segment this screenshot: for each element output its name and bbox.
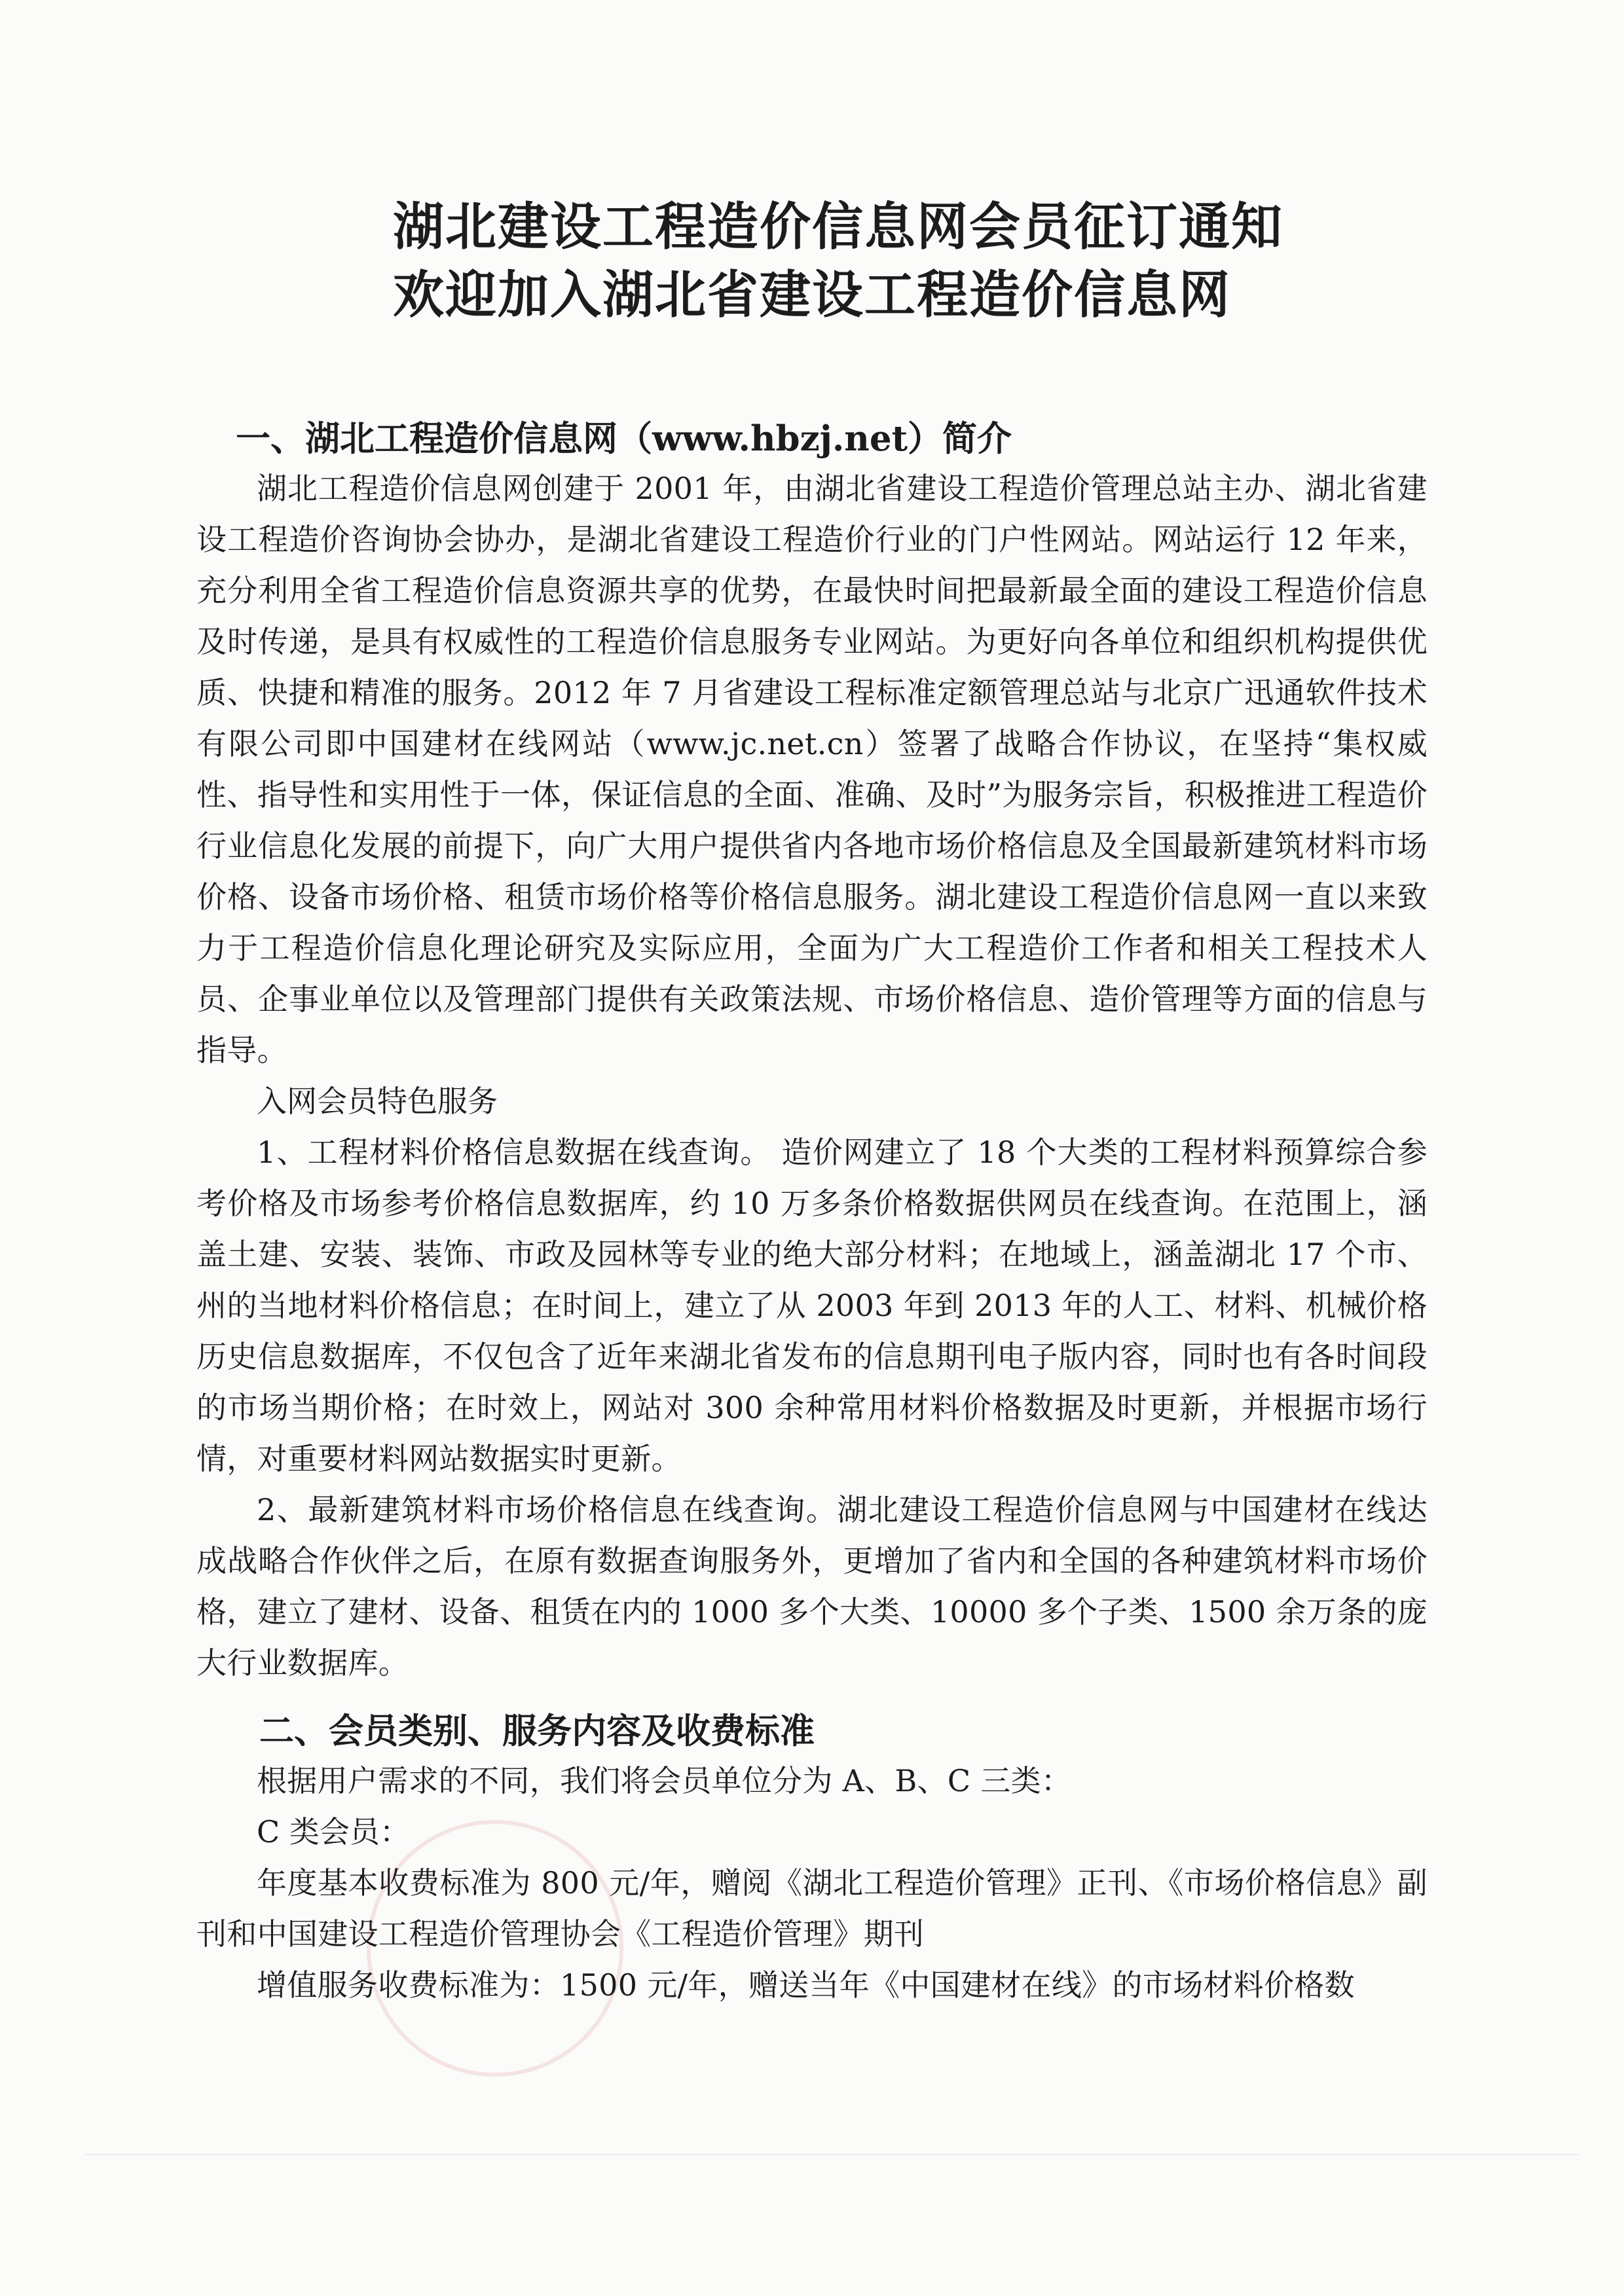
section2-heading: 二、会员类别、服务内容及收费标准 bbox=[259, 1711, 815, 1751]
feature2-paragraph: 2、最新建筑材料市场价格信息在线查询。湖北建设工程造价信息网与中国建材在线达成战略合作伙伴之后，在原有数据查询服务外，更增加了省内和全国的各种建筑材料市场价格，建立了建材、设备、租赁在内的 1000 多个大类、10000 多个子类、1500 余万条的庞大行业数据库。 bbox=[196, 1492, 1428, 1681]
section1-intro-paragraph: 湖北工程造价信息网创建于 2001 年，由湖北省建设工程造价管理总站主办、湖北省建设工程造价咨询协会协办，是湖北省建设工程造价行业的门户性网站。网站运行 12 年来，充分利用全省工程造价信息资源共享的优势，在最快时间把最新最全面的建设工程造价信息及时传递，是具有权威性的工程造价信息服务专业网站。为更好向各单位和组织机构提供优质、快捷和精准的服务。2012 年 7 月省建设工程标准定额管理总站与北京广迅通软件技术有限公司即中国建材在线网站（www.jc.net.cn）签署了战略合作协议，在坚持“集权威性、指导性和实用性于一体，保证信息的全面、准确、及时”为服务宗旨，积极推进工程造价行业信息化发展的前提下，向广大用户提供省内各地市场价格信息及全国最新建筑材料市场价格、设备市场价格、租赁市场价格等价格信息服务。湖北建设工程造价信息网一直以来致力于工程造价信息化理论研究及实际应用，全面为广大工程造价工作者和相关工程技术人员、企事业单位以及管理部门提供有关政策法规、市场价格信息、造价管理等方面的信息与指导。 bbox=[196, 471, 1428, 1068]
section1-heading: 一、湖北工程造价信息网（www.hbzj.net）简介 bbox=[236, 418, 1012, 459]
scan-edge-line bbox=[85, 2154, 1578, 2155]
document-title-line2: 欢迎加入湖北省建设工程造价信息网 bbox=[392, 265, 1231, 325]
class-c-label: C 类会员： bbox=[257, 1814, 410, 1850]
basic-fee-paragraph: 年度基本收费标准为 800 元/年，赠阅《湖北工程造价管理》正刊、《市场价格信息》副刊和中国建设工程造价管理协会《工程造价管理》期刊 bbox=[196, 1865, 1428, 1952]
features-label: 入网会员特色服务 bbox=[257, 1084, 498, 1119]
value-added-fee-paragraph: 增值服务收费标准为：1500 元/年，赠送当年《中国建材在线》的市场材料价格数 bbox=[257, 1967, 1355, 2003]
feature1-paragraph: 1、工程材料价格信息数据在线查询。 造价网建立了 18 个大类的工程材料预算综合参考价格及市场参考价格信息数据库，约 10 万多条价格数据供网员在线查询。在范围上，涵盖土建、安装、装饰、市政及园林等专业的绝大部分材料；在地域上，涵盖湖北 17 个市、州的当地材料价格信息；在时间上，建立了从 2003 年到 2013 年的人工、材料、机械价格历史信息数据库，不仅包含了近年来湖北省发布的信息期刊电子版内容，同时也有各时间段的市场当期价格；在时效上，网站对 300 余种常用材料价格数据及时更新，并根据市场行情，对重要材料网站数据实时更新。 bbox=[196, 1135, 1428, 1476]
section2-intro: 根据用户需求的不同，我们将会员单位分为 A、B、C 三类： bbox=[257, 1763, 1072, 1798]
document-title-line1: 湖北建设工程造价信息网会员征订通知 bbox=[392, 197, 1283, 257]
document-content bbox=[196, 193, 1428, 2011]
